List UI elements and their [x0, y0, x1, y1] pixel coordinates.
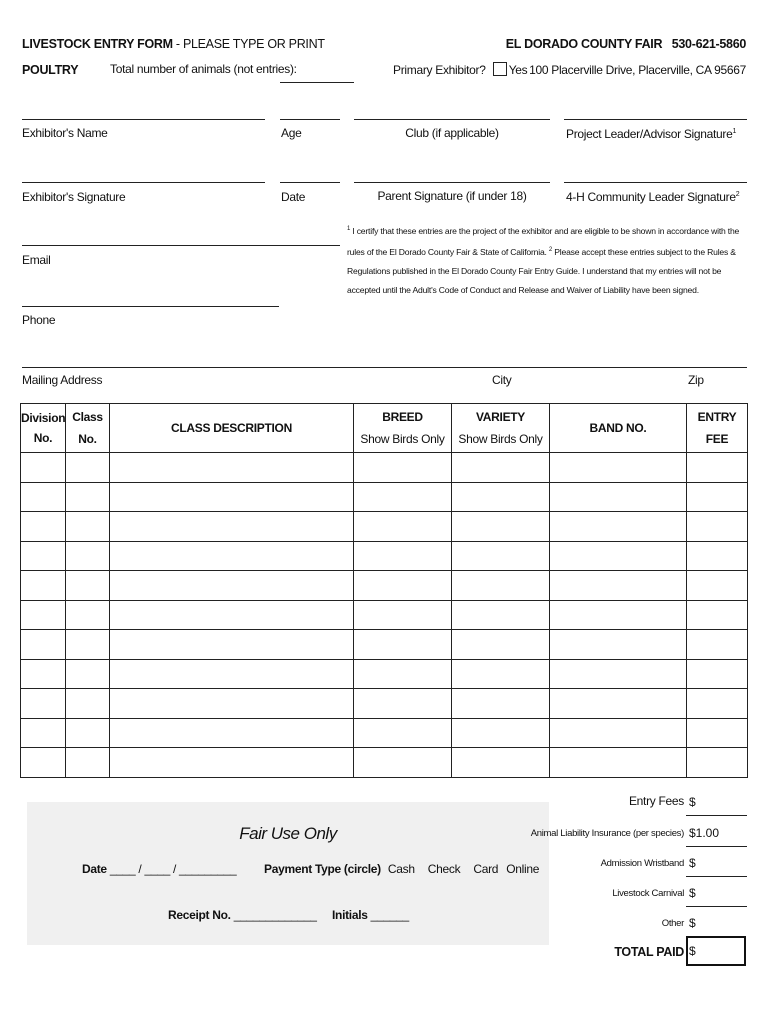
primary-exhibitor-checkbox[interactable] [493, 62, 507, 76]
variety-cell[interactable] [452, 718, 550, 748]
breed-cell[interactable] [354, 718, 452, 748]
fair-use-title: Fair Use Only [239, 824, 337, 843]
wristband-value: $ [689, 856, 696, 870]
breed-cell[interactable] [354, 748, 452, 778]
band-no-cell[interactable] [550, 689, 687, 719]
community-leader-text: 4-H Community Leader Signature [566, 190, 736, 204]
form-title-subtitle: - PLEASE TYPE OR PRINT [172, 37, 325, 51]
payment-option-card[interactable]: Card [473, 862, 499, 876]
parent-signature-input[interactable] [354, 182, 550, 183]
table-row [21, 630, 748, 660]
category-label: POULTRY [22, 63, 79, 77]
entry-fee-cell[interactable] [687, 512, 748, 542]
division-no-cell[interactable] [21, 453, 66, 483]
table-row [21, 659, 748, 689]
exhibitor-name-label: Exhibitor's Name [22, 126, 108, 140]
fair-address: 100 Placerville Drive, Placerville, CA 95667 [529, 63, 746, 77]
band-no-cell[interactable] [550, 482, 687, 512]
class-no-cell[interactable] [66, 718, 110, 748]
band-no-cell[interactable] [550, 718, 687, 748]
club-input[interactable] [354, 119, 550, 120]
project-leader-text: Project Leader/Advisor Signature [566, 127, 733, 141]
variety-header-text: VARIETY [475, 410, 526, 424]
breed-cell[interactable] [354, 453, 452, 483]
band-no-cell[interactable] [550, 630, 687, 660]
entry-fee-cell[interactable] [687, 630, 748, 660]
table-row [21, 718, 748, 748]
insurance-value: $1.00 [689, 826, 720, 840]
class-no-header: Class No. [66, 404, 110, 453]
project-leader-signature-input[interactable] [564, 119, 747, 120]
email-label: Email [22, 253, 51, 267]
exhibitor-name-input[interactable] [22, 119, 265, 120]
variety-cell[interactable] [452, 600, 550, 630]
entry-fees-value: $ [689, 795, 696, 809]
payment-option-online[interactable]: Online [506, 862, 540, 876]
date-input[interactable] [280, 182, 340, 183]
entries-body [21, 453, 748, 778]
email-input[interactable] [22, 245, 340, 246]
breed-cell[interactable] [354, 689, 452, 719]
fair-use-date-input[interactable]: ____ / ____ / _________ [109, 862, 237, 876]
class-no-cell[interactable] [66, 541, 110, 571]
phone-input[interactable] [22, 306, 279, 307]
band-no-header: BAND NO. [550, 404, 687, 453]
band-no-cell[interactable] [550, 453, 687, 483]
band-no-cell[interactable] [550, 571, 687, 601]
breed-header [354, 404, 452, 453]
entry-fees-label: Entry Fees [628, 794, 684, 808]
class-description-cell[interactable] [110, 600, 354, 630]
carnival-label: Livestock Carnival [612, 888, 684, 899]
entry-fee-cell[interactable] [687, 748, 748, 778]
class-description-cell[interactable] [110, 541, 354, 571]
certification-sup-2: 2 [548, 246, 553, 253]
class-no-cell[interactable] [66, 571, 110, 601]
variety-cell[interactable] [452, 453, 550, 483]
division-no-cell[interactable] [21, 512, 66, 542]
date-label: Date [281, 190, 306, 204]
club-label: Club (if applicable) [405, 126, 499, 140]
carnival-value: $ [689, 886, 696, 900]
age-input[interactable] [280, 119, 340, 120]
breed-cell[interactable] [354, 571, 452, 601]
band-no-cell[interactable] [550, 541, 687, 571]
primary-exhibitor [393, 62, 527, 77]
total-animals-label: Total number of animals (not entries): [110, 62, 297, 76]
class-description-cell[interactable] [110, 630, 354, 660]
band-no-cell[interactable] [550, 748, 687, 778]
initials [332, 908, 409, 922]
entries-table [20, 403, 748, 778]
division-no-cell[interactable] [21, 718, 66, 748]
entry-fee-cell[interactable] [687, 541, 748, 571]
entry-fee-cell[interactable] [687, 659, 748, 689]
other-value: $ [689, 916, 696, 930]
class-no-cell[interactable] [66, 659, 110, 689]
breed-header-sub: Show Birds Only [360, 432, 445, 446]
mailing-address-label: Mailing Address [22, 373, 103, 387]
entry-fee-cell[interactable] [687, 718, 748, 748]
breed-cell[interactable] [354, 482, 452, 512]
variety-cell[interactable] [452, 571, 550, 601]
variety-cell[interactable] [452, 512, 550, 542]
variety-header [452, 404, 550, 453]
payment-type [264, 862, 539, 876]
breed-cell[interactable] [354, 659, 452, 689]
total-animals-input[interactable] [280, 82, 354, 83]
form-title-main: LIVESTOCK ENTRY FORM [22, 37, 173, 51]
receipt-no-label: Receipt No. [168, 908, 231, 922]
payment-option-check[interactable]: Check [427, 862, 461, 876]
fair-name-text: EL DORADO COUNTY FAIR [505, 37, 663, 51]
entry-fee-cell[interactable] [687, 689, 748, 719]
entry-fee-cell[interactable] [687, 571, 748, 601]
total-paid-label: TOTAL PAID [614, 945, 684, 959]
insurance-label: Animal Liability Insurance (per species) [530, 828, 684, 839]
table-row [21, 482, 748, 512]
class-description-cell[interactable] [110, 571, 354, 601]
division-no-cell[interactable] [21, 571, 66, 601]
variety-cell[interactable] [452, 748, 550, 778]
initials-input[interactable]: ______ [370, 908, 409, 922]
class-no-cell[interactable] [66, 453, 110, 483]
variety-cell[interactable] [452, 630, 550, 660]
class-description-cell[interactable] [110, 512, 354, 542]
division-no-cell[interactable] [21, 600, 66, 630]
class-no-cell[interactable] [66, 689, 110, 719]
certification-text-2: Please accept these entries subject to the Rules & Regulations published in the El Dorado County Fair Entry Guide. I understand that my entries will not be accepted until the Adult's Code of Conduct and Release and Waiver of Liability have been signed. [347, 246, 736, 295]
certification-text [347, 220, 747, 300]
class-description-cell[interactable] [110, 689, 354, 719]
band-no-cell[interactable] [550, 600, 687, 630]
fair-use-date-label: Date [82, 862, 107, 876]
breed-header-text: BREED [382, 410, 423, 424]
certification-sup-1: 1 [347, 226, 351, 232]
variety-cell[interactable] [452, 659, 550, 689]
exhibitor-signature-label: Exhibitor's Signature [22, 190, 126, 204]
class-no-cell[interactable] [66, 630, 110, 660]
variety-header-sub: Show Birds Only [458, 432, 543, 446]
phone-label: Phone [22, 313, 56, 327]
entries-header-row [21, 404, 748, 453]
other-label: Other [661, 918, 684, 929]
entry-fees-input[interactable] [686, 815, 747, 816]
table-row [21, 541, 748, 571]
form-title [22, 37, 325, 51]
class-description-cell[interactable] [110, 748, 354, 778]
wristband-label: Admission Wristband [600, 858, 684, 869]
breed-cell[interactable] [354, 512, 452, 542]
community-leader-sup: 2 [735, 191, 740, 198]
zip-label: Zip [688, 373, 704, 387]
mailing-address-input[interactable] [22, 367, 747, 368]
division-no-cell[interactable] [21, 541, 66, 571]
variety-cell[interactable] [452, 482, 550, 512]
class-description-cell[interactable] [110, 659, 354, 689]
class-no-cell[interactable] [66, 482, 110, 512]
fair-name [506, 37, 746, 51]
receipt-no-input[interactable]: _____________ [233, 908, 317, 922]
table-row [21, 571, 748, 601]
community-leader-signature-input[interactable] [564, 182, 747, 183]
wristband-input[interactable] [686, 876, 747, 877]
variety-cell[interactable] [452, 689, 550, 719]
table-row [21, 453, 748, 483]
entry-fee-cell[interactable] [687, 482, 748, 512]
project-leader-label [566, 127, 736, 141]
class-no-cell[interactable] [66, 748, 110, 778]
class-no-cell[interactable] [66, 600, 110, 630]
carnival-input[interactable] [686, 906, 747, 907]
fair-use-box [27, 802, 549, 945]
age-label: Age [281, 126, 302, 140]
table-row [21, 689, 748, 719]
division-no-cell[interactable] [21, 659, 66, 689]
project-leader-sup: 1 [732, 128, 737, 135]
fair-use-date [82, 862, 236, 876]
class-description-cell[interactable] [110, 453, 354, 483]
breed-cell[interactable] [354, 541, 452, 571]
total-paid-value: $ [689, 944, 696, 958]
class-no-cell[interactable] [66, 512, 110, 542]
receipt-no [168, 908, 317, 922]
community-leader-label [566, 190, 739, 204]
parent-signature-label: Parent Signature (if under 18) [377, 189, 527, 203]
division-no-header: Division No. [21, 404, 66, 453]
band-no-cell[interactable] [550, 659, 687, 689]
city-label: City [492, 373, 512, 387]
entry-fee-cell[interactable] [687, 453, 748, 483]
certification-text-1: I certify that these entries are the project of the exhibitor and are eligible to be shown in accordance with the rules of the El Dorado County Fair & State of California. [347, 225, 740, 257]
division-no-cell[interactable] [21, 482, 66, 512]
division-no-cell[interactable] [21, 630, 66, 660]
primary-exhibitor-label: Primary Exhibitor? [393, 63, 486, 77]
fair-phone: 530-621-5860 [671, 37, 746, 51]
table-row [21, 748, 748, 778]
breed-cell[interactable] [354, 630, 452, 660]
division-no-cell[interactable] [21, 689, 66, 719]
entry-fee-cell[interactable] [687, 600, 748, 630]
band-no-cell[interactable] [550, 512, 687, 542]
initials-label: Initials [332, 908, 368, 922]
table-row [21, 512, 748, 542]
variety-cell[interactable] [452, 541, 550, 571]
insurance-line [686, 846, 747, 847]
entry-fee-header: ENTRY FEE [687, 404, 748, 453]
class-description-cell[interactable] [110, 718, 354, 748]
payment-type-label: Payment Type (circle) [264, 862, 381, 876]
payment-option-cash[interactable]: Cash [387, 862, 415, 876]
table-row [21, 600, 748, 630]
exhibitor-signature-input[interactable] [22, 182, 265, 183]
class-description-cell[interactable] [110, 482, 354, 512]
division-no-cell[interactable] [21, 748, 66, 778]
primary-exhibitor-option: Yes [508, 63, 528, 77]
breed-cell[interactable] [354, 600, 452, 630]
class-description-header: CLASS DESCRIPTION [110, 404, 354, 453]
